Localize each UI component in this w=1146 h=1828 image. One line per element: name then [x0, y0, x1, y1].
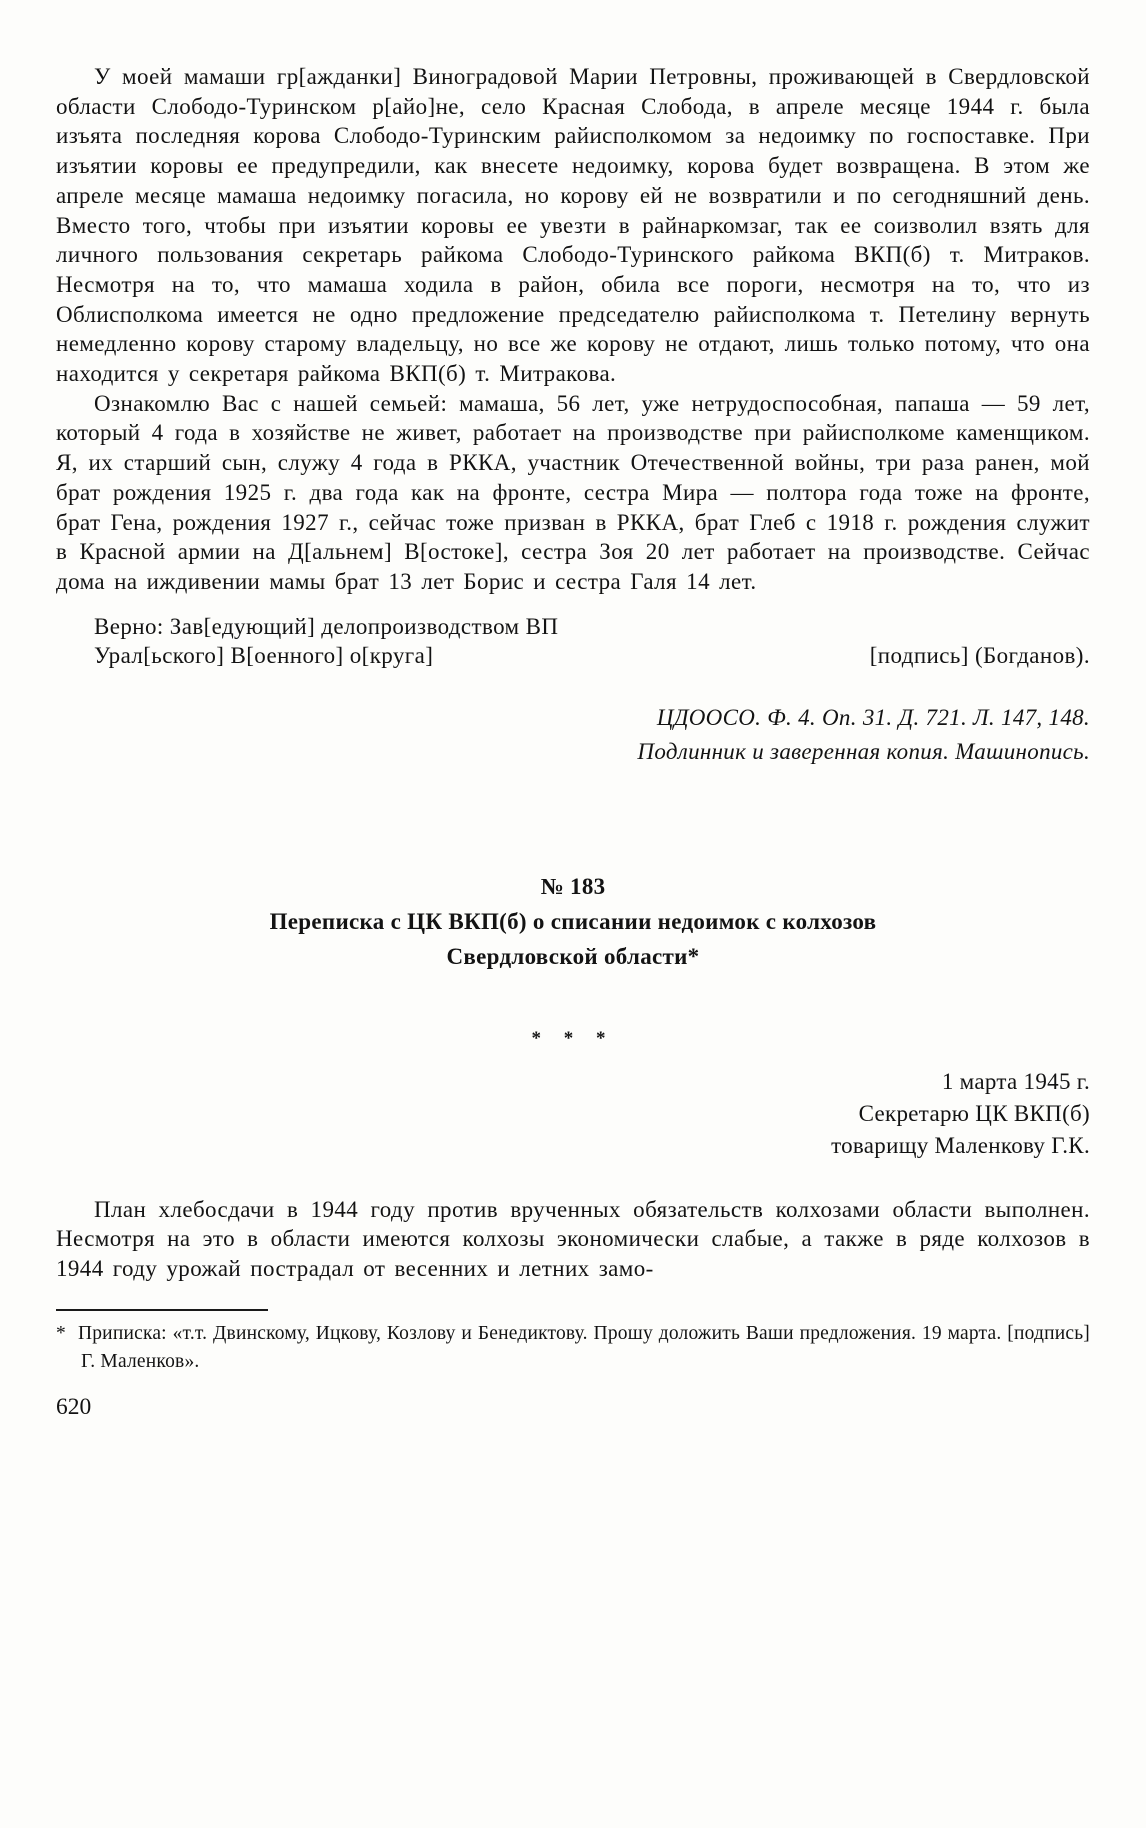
page-number: 620 — [56, 1393, 92, 1420]
document-title-line-2: Свердловской области* — [446, 944, 700, 970]
footnote-block — [56, 1309, 1090, 1377]
archive-reference-line-1: ЦДООСО. Ф. 4. Оп. 31. Д. 721. Л. 147, 148. — [656, 705, 1090, 731]
footnote-rule — [56, 1309, 268, 1311]
document-number: № 183 — [540, 874, 606, 900]
document-title-line-1: Переписка с ЦК ВКП(б) о списании недоимок с колхозов — [269, 909, 877, 935]
document-date: 1 марта 1945 г. — [941, 1068, 1090, 1094]
footnote-body: Приписка: «т.т. Двинскому, Ицкову, Козлову и Бенедиктову. Прошу доложить Ваши предложения. 19 марта. [подпись] Г. Маленков». — [77, 1322, 1090, 1373]
certification-line-2: Урал[ьского] В[оенного] о[круга] — [94, 643, 434, 669]
section-separator: * * * — [531, 1028, 615, 1050]
certification-line-2-row — [94, 641, 1090, 671]
archive-reference — [56, 701, 1090, 769]
document-paragraph-1: План хлебосдачи в 1944 году против врученных обязательств колхозами области выполнен. Несмотря на это в области имеются колхозы экономически слабые, а также в ряде колхозов в 1944 году урожай пострадал от весенних и летних замо- — [56, 1196, 1090, 1282]
document-heading — [56, 869, 1090, 974]
certification-line-1: Верно: Зав[едующий] делопроизводством ВП — [94, 613, 559, 639]
addressee-line-2: товарищу Маленкову Г.К. — [831, 1132, 1090, 1158]
certification-block — [56, 612, 1090, 671]
date-addressee-block — [56, 1066, 1090, 1162]
footnote-marker: * — [56, 1322, 66, 1344]
certification-signature: [подпись] (Богданов). — [869, 643, 1090, 669]
footnote-text — [56, 1320, 1090, 1377]
letter-paragraph-1: У моей мамаши гр[ажданки] Виноградовой Марии Петровны, проживающей в Свердловской области Слободо-Туринском р[айо]не, село Красная Слобода, в апреле месяце 1944 г. была изъята последняя корова Слободо-Туринским райисполкомом за недоимку по госпоставке. При изъятии коровы ее предупредили, как внесете недоимку, корова будет возвращена. В этом же апреле месяце мамаша недоимку погасила, но корову ей не возвратили и по сегодняшний день. Вместо того, чтобы при изъятии коровы ее увезти в райнаркомзаг, так ее соизволил взять для личного пользования секретарь райкома Слободо-Туринского райкома ВКП(б) т. Митраков. Несмотря на то, что мамаша ходила в район, обила все пороги, несмотря на то, что из Облисполкома имеется не одно предложение председателю райисполкома т. Петелину вернуть немедленно корову старому владельцу, но все же корову не отдают, лишь только потому, что она находится у секретаря райкома ВКП(б) т. Митракова. — [56, 64, 1090, 387]
archive-reference-line-2: Подлинник и заверенная копия. Машинопись. — [637, 739, 1090, 765]
letter-paragraph-2: Ознакомлю Вас с нашей семьей: мамаша, 56 лет, уже нетрудоспособная, папаша — 59 лет, который 4 года в хозяйстве не живет, работает на производстве при райисполкоме каменщиком. Я, их старший сын, служу 4 года в РККА, участник Отечественной войны, три раза ранен, мой брат рождения 1925 г. два года как на фронте, сестра Мира — полтора года тоже на фронте, брат Гена, рождения 1927 г., сейчас тоже призван в РККА, брат Глеб с 1918 г. рождения служит в Красной армии на Д[альнем] В[остоке], сестра Зоя 20 лет работает на производстве. Сейчас дома на иждивении мамы брат 13 лет Борис и сестра Галя 14 лет. — [56, 390, 1090, 594]
addressee-line-1: Секретарю ЦК ВКП(б) — [858, 1100, 1090, 1126]
